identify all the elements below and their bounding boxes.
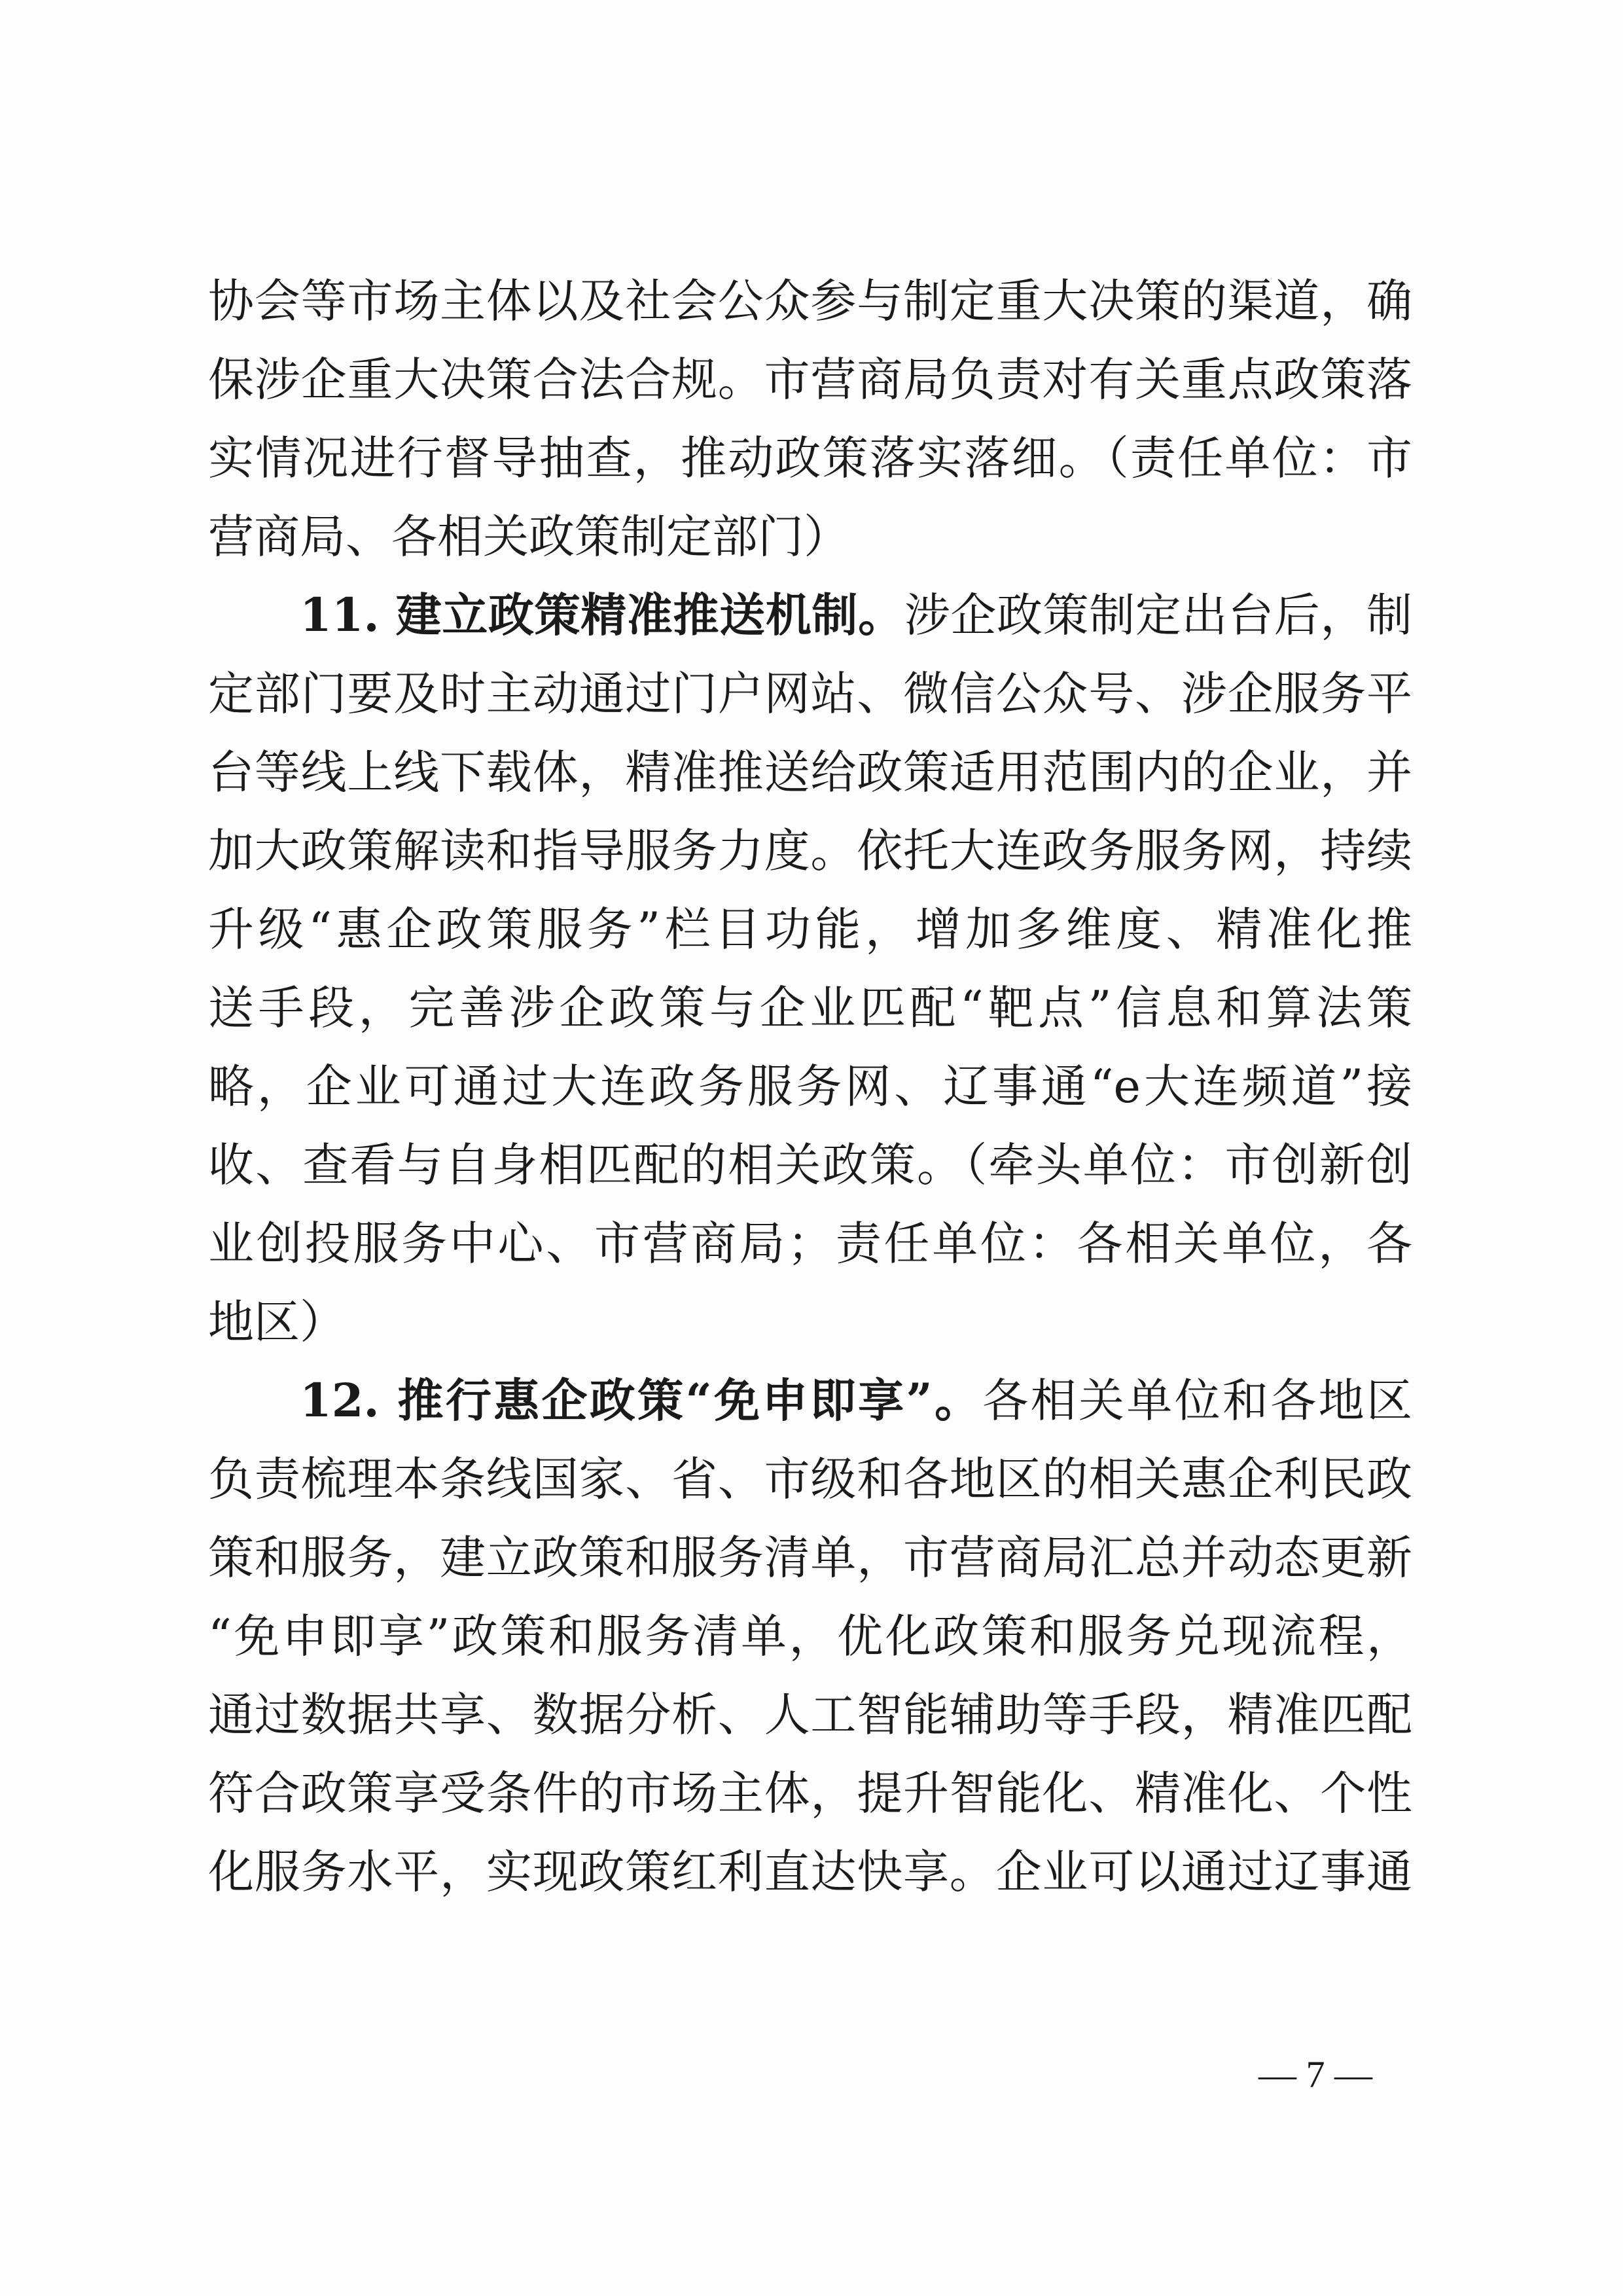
text-line: 收、查看与自身相匹配的相关政策。（牵头单位：市创新创 [208,1138,1412,1192]
body-text [208,262,1412,1911]
text-line: 定部门要及时主动通过门户网站、微信公众号、涉企服务平 [208,667,1412,721]
text-line: 地区） [208,1295,346,1349]
text-line: 负责梳理本条线国家、省、市级和各地区的相关惠企利民政 [208,1452,1412,1506]
text-line: 台等线上线下载体，精准推送给政策适用范围内的企业，并 [208,745,1412,799]
item-12-first-line-text: 各相关单位和各地区 [982,1374,1412,1427]
text-line: 实情况进行督导抽查，推动政策落实落细。（责任单位：市 [208,431,1412,485]
item-11-first-line-text: 涉企政策制定出台后，制 [904,588,1412,642]
text-line: 业创投服务中心、市营商局；责任单位：各相关单位，各 [208,1217,1412,1270]
text-line: 送手段，完善涉企政策与企业匹配“靶点”信息和算法策 [208,981,1412,1035]
item-11-heading: 11. 建立政策精准推送机制。 [300,588,904,642]
text-line: “免申即享”政策和服务清单，优化政策和服务兑现流程， [208,1609,1412,1663]
text-line: 通过数据共享、数据分析、人工智能辅助等手段，精准匹配 [208,1688,1412,1742]
item-12-first-line [208,1361,1412,1440]
text-line: 协会等市场主体以及社会公众参与制定重大决策的渠道，确 [208,274,1412,328]
item-11-first-line [208,576,1412,655]
item-12-heading: 12. 推行惠企政策“免申即享”。 [300,1373,983,1427]
text-line: 略，企业可通过大连政务服务网、辽事通“e大连频道”接 [208,1060,1412,1113]
text-line: 策和服务，建立政策和服务清单，市营商局汇总并动态更新 [208,1531,1412,1585]
page-number: — 7 — [1258,2053,1372,2096]
text-line: 保涉企重大决策合法合规。市营商局负责对有关重点政策落 [208,353,1412,406]
text-line: 符合政策享受条件的市场主体，提升智能化、精准化、个性 [208,1767,1412,1820]
text-line: 营商局、各相关政策制定部门） [208,510,849,564]
text-line: 化服务水平，实现政策红利直达快享。企业可以通过辽事通 [208,1845,1412,1899]
text-line: 加大政策解读和指导服务力度。依托大连政务服务网，持续 [208,824,1412,878]
text-line: 升级“惠企政策服务”栏目功能，增加多维度、精准化推 [208,903,1412,956]
